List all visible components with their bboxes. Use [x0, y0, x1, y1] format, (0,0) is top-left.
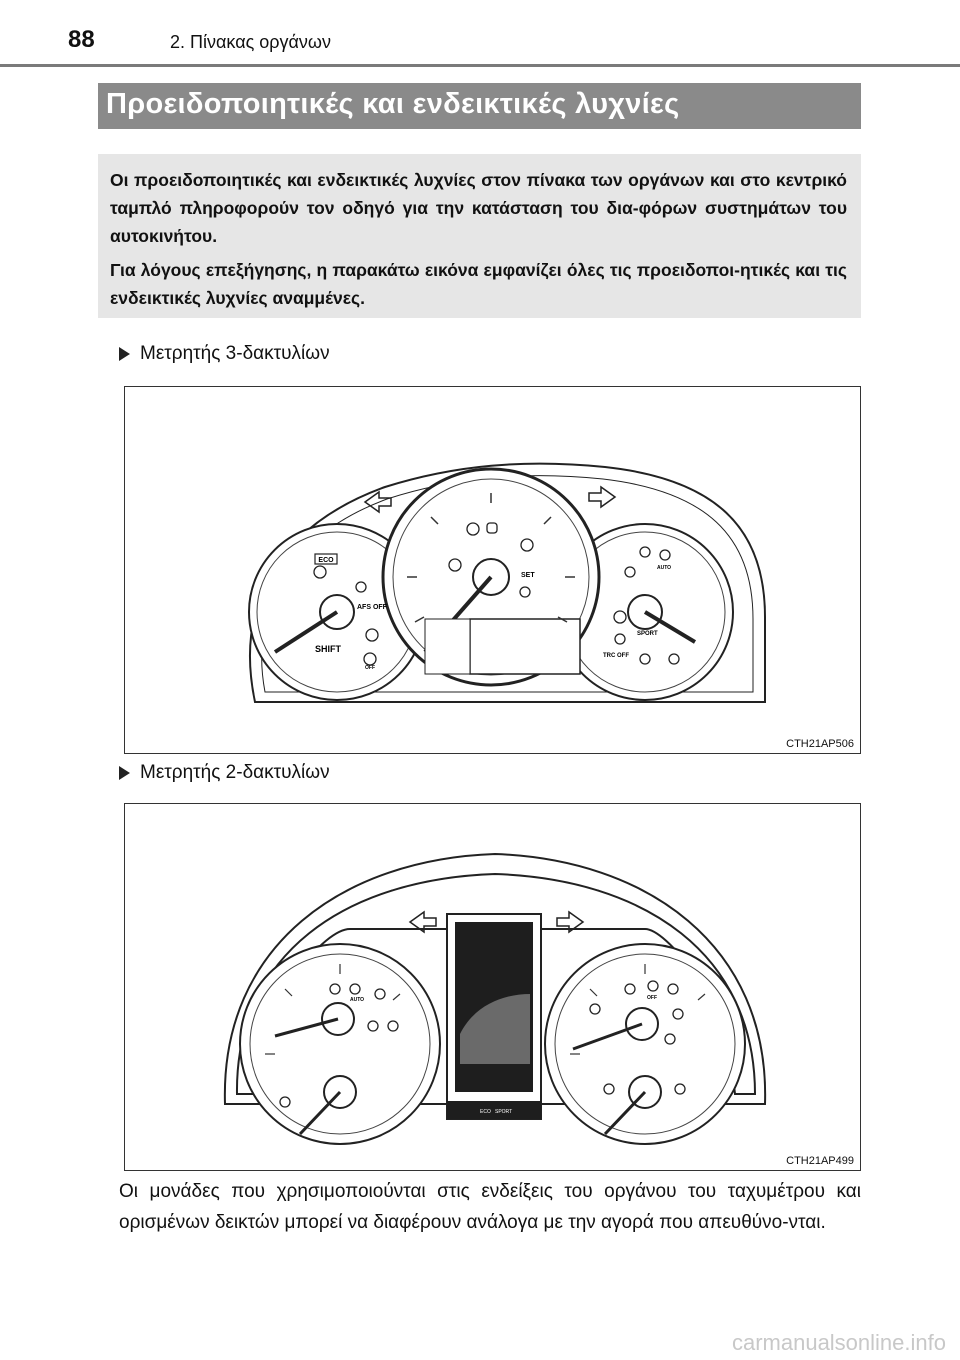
svg-text:SET: SET — [508, 1094, 518, 1100]
intro-paragraph-1: Οι προειδοποιητικές και ενδεικτικές λυχνίες στον πίνακα των οργάνων και στο κεντρικό ταμπλό πληροφορούν τον οδηγό για την κατάσταση του δια-φόρων συστημάτων του αυτοκινήτου. — [110, 170, 847, 246]
svg-text:SPORT: SPORT — [495, 1109, 513, 1115]
figure-2-ring-cluster — [124, 803, 861, 1171]
intro-box — [98, 154, 861, 318]
svg-text:OFF: OFF — [365, 665, 375, 671]
figure-code: CTH21AP506 — [786, 738, 854, 750]
svg-text:ECO: ECO — [480, 1109, 491, 1115]
bullet-3-ring-label: Μετρητής 3-δακτυλίων — [140, 343, 330, 364]
figure-3-ring-cluster — [124, 386, 861, 754]
header-divider — [0, 64, 960, 67]
svg-text:AUTO: AUTO — [350, 997, 365, 1003]
bullet-2-ring-label: Μετρητής 2-δακτυλίων — [140, 762, 330, 783]
svg-text:OFF: OFF — [647, 995, 657, 1001]
bullet-3-ring — [119, 343, 330, 365]
svg-text:SET: SET — [521, 572, 535, 579]
svg-text:ECO: ECO — [318, 557, 334, 564]
figure-code: CTH21AP499 — [786, 1155, 854, 1167]
cluster-2-ring-illustration — [125, 804, 860, 1170]
svg-text:SHIFT: SHIFT — [315, 644, 341, 654]
page-number: 88 — [68, 26, 95, 53]
intro-paragraph-2: Για λόγους επεξήγησης, η παρακάτω εικόνα εμφανίζει όλες τις προειδοποι-ητικές και τις ενδεικτικές λυχνίες αναμμένες. — [110, 260, 847, 308]
svg-text:SPORT: SPORT — [637, 631, 658, 637]
svg-text:AUTO: AUTO — [657, 565, 672, 571]
footnote-text: Οι μονάδες που χρησιμοποιούνται στις ενδείξεις του οργάνου του ταχυμέτρου και ορισμένων δεικτών μπορεί να διαφέρουν ανάλογα με την αγορά που απευθύνο-νται. — [119, 1181, 861, 1233]
section-title: Προειδοποιητικές και ενδεικτικές λυχνίες — [98, 83, 861, 129]
svg-text:TRC OFF: TRC OFF — [603, 653, 629, 659]
bullet-triangle-icon — [119, 347, 130, 361]
watermark: carmanualsonline.info — [731, 1330, 946, 1355]
bullet-triangle-icon — [119, 766, 130, 780]
bullet-2-ring — [119, 762, 330, 784]
svg-text:AFS OFF: AFS OFF — [357, 604, 387, 611]
cluster-3-ring-illustration — [125, 387, 860, 753]
chapter-title: 2. Πίνακας οργάνων — [170, 32, 331, 52]
